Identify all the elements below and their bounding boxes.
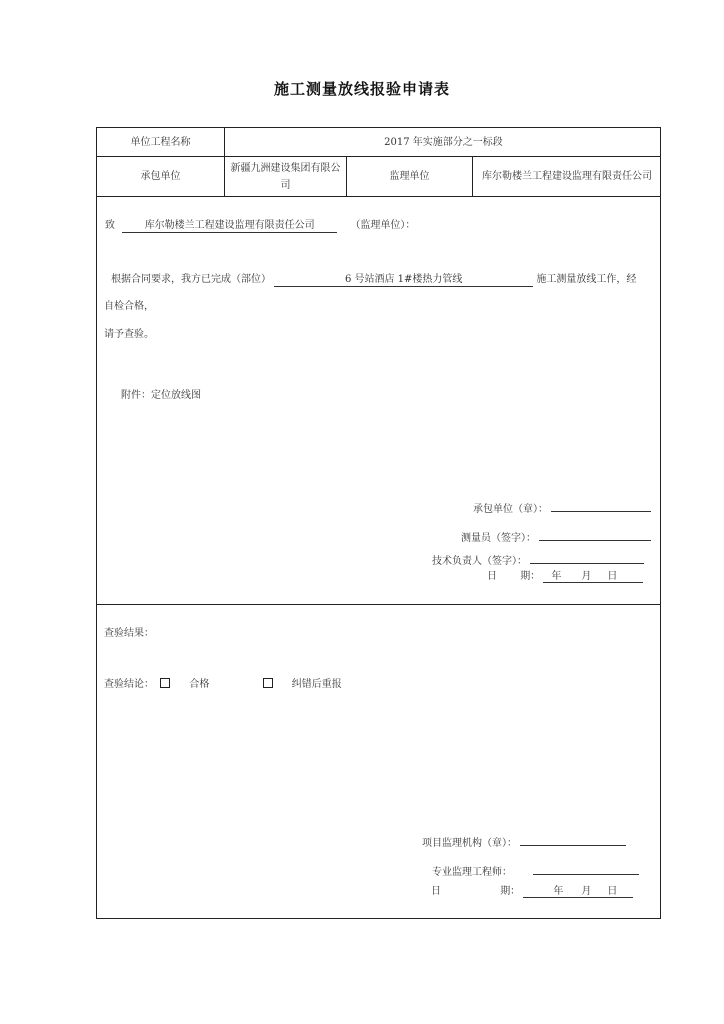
inspection-result-label: 查验结果：: [104, 628, 154, 639]
row-divider: [97, 196, 660, 197]
statement-prefix: 根据合同要求，我方已完成（部位）: [111, 274, 271, 285]
section-divider: [97, 604, 660, 605]
contractor-seal-line: [473, 498, 651, 517]
inspection-date-line: [431, 885, 633, 899]
pass-checkbox[interactable]: [160, 678, 170, 688]
inspection-conclusion-line: [104, 678, 342, 692]
project-name-label: 单位工程名称: [130, 136, 191, 148]
col-divider: [472, 156, 473, 196]
surveyor-signature-field[interactable]: [539, 527, 651, 541]
statement-line-2: 自检合格，: [104, 301, 154, 312]
engineer-signature-field[interactable]: [533, 861, 639, 875]
fix-checkbox[interactable]: [263, 678, 273, 688]
contractor-label: 承包单位: [140, 171, 181, 182]
form-title: 施工测量放线报验申请表: [273, 80, 450, 98]
to-suffix: （监理单位）：: [350, 220, 416, 231]
tech-lead-line: [432, 550, 644, 569]
contractor-seal-field[interactable]: [551, 498, 651, 512]
supervisor-name-field[interactable]: 库尔勒楼兰工程建设监理有限责任公司: [122, 219, 337, 233]
conclusion-label: 查验结论：: [104, 679, 154, 690]
agency-seal-field[interactable]: [520, 832, 626, 846]
project-name-value: 2017 年实施部分之一标段: [384, 136, 503, 148]
engineer-line: [432, 861, 639, 880]
pass-option-label: 合格: [189, 679, 210, 690]
month-label: 月: [581, 571, 592, 582]
attachment-text: 附件：定位放线图: [121, 390, 201, 401]
statement-suffix: 施工测量放线工作，经: [536, 274, 637, 285]
date-label-period: 期：: [500, 886, 521, 897]
application-date-field[interactable]: [543, 570, 643, 583]
supervisor-label: 监理单位: [389, 171, 430, 182]
date-label-day: 日: [487, 571, 497, 582]
engineer-label: 专业监理工程师：: [432, 867, 512, 878]
statement-line-3: 请予查验。: [104, 329, 154, 340]
part-field[interactable]: 6 号站酒店 1#楼热力管线: [274, 273, 533, 287]
date-label-day: 日: [431, 886, 441, 897]
day-label: 日: [607, 886, 618, 897]
statement-line-1: [111, 273, 636, 287]
application-date-line: [487, 570, 643, 584]
surveyor-line: [461, 527, 651, 546]
supervisor-value: 库尔勒楼兰工程建设监理有限责任公司: [482, 171, 652, 182]
fix-option-label: 纠错后重报: [291, 679, 342, 690]
year-label: 年: [553, 886, 564, 897]
tech-lead-label: 技术负责人（签字）：: [432, 556, 527, 567]
agency-seal-line: [422, 832, 626, 851]
contractor-seal-label: 承包单位（章）：: [473, 504, 548, 515]
agency-seal-label: 项目监理机构（章）：: [422, 838, 517, 849]
contractor-value: 新疆九洲建设集团有限公司: [230, 162, 341, 191]
surveyor-label: 测量员（签字）：: [461, 533, 536, 544]
inspection-date-field[interactable]: [523, 885, 633, 898]
addressee-line: [105, 219, 415, 233]
year-label: 年: [551, 571, 562, 582]
tech-lead-signature-field[interactable]: [530, 550, 644, 564]
to-prefix: 致: [105, 220, 115, 231]
form-table: [96, 127, 661, 919]
day-label: 日: [607, 571, 618, 582]
month-label: 月: [581, 886, 592, 897]
date-label-period: 期：: [520, 571, 541, 582]
